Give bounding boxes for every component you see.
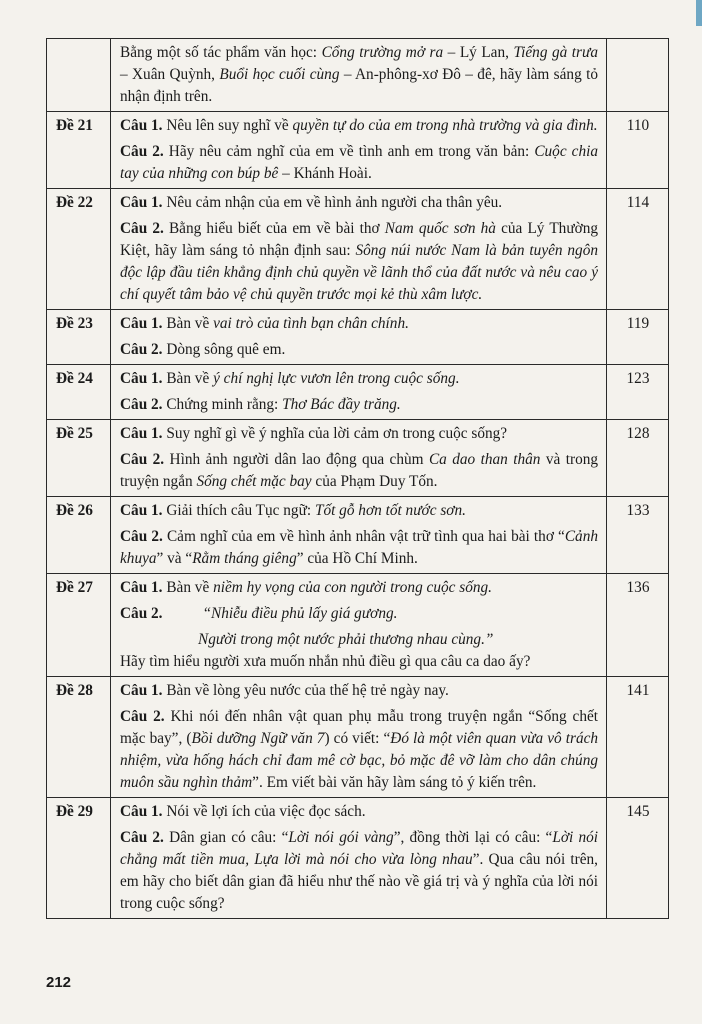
question-label: Câu 2. [120,143,164,160]
page-ref: 128 [607,420,669,497]
text-span: – An-phông-xơ Đô – đê, hãy làm sáng tỏ nhận định trên. [120,66,598,105]
question-text [120,339,598,361]
page-ref: 123 [607,365,669,420]
questions-cell [111,574,607,677]
question-text [120,313,598,335]
question-label: Câu 1. [120,579,163,596]
text-span: Hãy nêu cảm nghĩ của em về tình anh em trong văn bản: [163,143,535,160]
text-span: Hình ảnh người dân lao động qua chùm [164,451,429,468]
question-text [120,680,598,702]
question-text [120,218,598,306]
italic-phrase: Cổng trường mở ra [321,44,444,61]
de-number: Đề 26 [47,497,111,574]
de-number: Đề 23 [47,310,111,365]
question-text [120,500,598,522]
text-span: ) có viết: “ [324,730,391,747]
page-ref: 114 [607,189,669,310]
questions-cell [111,365,607,420]
italic-phrase: Đó là một viên quan vừa vô trách nhiệm, vừa hống hách chỉ đam mê cờ bạc, bỏ mặc đê vỡ làm cho dân chúng muôn sầu nghìn thảm [120,730,599,791]
page-ref [607,39,669,112]
italic-phrase: Ca dao than thân [428,451,541,468]
question-text [120,192,598,214]
contents-row [47,112,669,189]
contents-row [47,310,669,365]
italic-phrase: Buổi học cuối cùng [219,66,340,83]
question-label: Câu 1. [120,502,163,519]
italic-phrase: Tiếng gà trưa [513,44,599,61]
text-span: – Xuân Quỳnh, [120,66,220,83]
question-text [120,141,598,185]
poem-line: Người trong một nước phải thương nhau cùng.” [198,631,494,648]
questions-cell [111,420,607,497]
text-span: ” và “ [156,550,193,567]
text-span: Bàn về [162,370,214,387]
page-ref: 133 [607,497,669,574]
de-number: Đề 22 [47,189,111,310]
contents-row [47,420,669,497]
contents-row [47,39,669,112]
question-text [120,706,598,794]
contents-row [47,677,669,798]
text-span: Dân gian có câu: “ [163,829,289,846]
italic-phrase: Thơ Bác đầy trăng. [282,396,401,413]
italic-phrase: Rằm tháng giêng [192,550,297,567]
text-span: – Khánh Hoài. [278,165,372,182]
italic-phrase: quyền tự do của em trong nhà trường và gia đình. [292,117,598,134]
question-label: Câu 1. [120,117,163,134]
de-number: Đề 24 [47,365,111,420]
questions-cell [111,677,607,798]
question-label: Câu 2. [120,605,163,622]
italic-phrase: niềm hy vọng của con người trong cuộc sống. [213,579,492,596]
page-ref: 136 [607,574,669,677]
italic-phrase: Sống chết mặc bay [196,473,312,490]
text-span: Giải thích câu Tục ngữ: [162,502,315,519]
question-text [120,394,598,416]
question-text [120,577,598,599]
contents-row [47,497,669,574]
de-number: Đề 21 [47,112,111,189]
text-span: Nêu cảm nhận của em về hình ảnh người cha thân yêu. [162,194,503,211]
text-span: Suy nghĩ gì về ý nghĩa của lời cảm ơn trong cuộc sống? [162,425,508,442]
italic-phrase: Sông núi nước Nam là bản tuyên ngôn độc lập đầu tiên khẳng định chủ quyền về lãnh thổ của đất nước và nêu cao ý chí quyết tâm bảo vệ chủ quyền trước mọi kẻ thù xâm lược. [120,242,598,303]
text-span: Bàn về lòng yêu nước của thế hệ trẻ ngày nay. [162,682,449,699]
questions-cell [111,39,607,112]
question-label: Câu 2. [120,708,165,725]
poem-line: “Nhiễu điều phủ lấy giá gương. [202,605,398,622]
de-number: Đề 27 [47,574,111,677]
question-label: Câu 2. [120,341,163,358]
de-number: Đề 25 [47,420,111,497]
text-span: Nêu lên suy nghĩ về [162,117,293,134]
contents-row [47,189,669,310]
question-label: Câu 2. [120,396,163,413]
question-label: Câu 2. [120,528,163,545]
questions-cell [111,497,607,574]
question-text [120,368,598,390]
questions-cell [111,112,607,189]
question-label: Câu 1. [120,803,163,820]
page-ref: 110 [607,112,669,189]
text-span: ”, đồng thời lại có câu: “ [393,829,553,846]
text-span: Nói về lợi ích của việc đọc sách. [162,803,366,820]
question-continuation: Hãy tìm hiểu người xưa muốn nhắn nhủ điều gì qua câu ca dao ấy? [120,653,531,670]
contents-table-body [47,39,669,919]
contents-row [47,574,669,677]
text-span: Bàn về [162,579,214,596]
text-span: của Phạm Duy Tốn. [311,473,438,490]
question-label: Câu 1. [120,682,163,699]
italic-phrase: Cuộc chia tay của những con búp bê [120,143,599,182]
text-span: ”. Qua câu nói trên, em hãy cho biết dân gian đã hiểu như thế nào về giá trị và ý nghĩa của lời nói trong cuộc sống? [120,851,599,912]
text-span: Bằng hiểu biết của em về bài thơ [163,220,385,237]
text-span: Dòng sông quê em. [162,341,286,358]
question-text [120,449,598,493]
contents-row [47,798,669,919]
text-span: Chứng minh rằng: [162,396,283,413]
italic-phrase: ý chí nghị lực vươn lên trong cuộc sống. [213,370,460,387]
de-number [47,39,111,112]
question-text [120,42,598,108]
text-span: Bằng một số tác phẩm văn học: [120,44,322,61]
page-edge-tab [696,0,702,26]
italic-phrase: vai trò của tình bạn chân chính. [213,315,409,332]
question-text [120,827,598,915]
page-number: 212 [46,974,72,991]
question-text [120,801,598,823]
de-number: Đề 28 [47,677,111,798]
text-span: Cảm nghĩ của em về hình ảnh nhân vật trữ tình qua hai bài thơ “ [162,528,565,545]
contents-row [47,365,669,420]
question-text [120,526,598,570]
questions-cell [111,189,607,310]
page-ref: 141 [607,677,669,798]
de-number: Đề 29 [47,798,111,919]
question-label: Câu 2. [120,829,164,846]
questions-cell [111,798,607,919]
italic-phrase: Cảnh khuya [120,528,599,567]
italic-phrase: Bồi dưỡng Ngữ văn 7 [191,730,325,747]
text-span: ”. Em viết bài văn hãy làm sáng tỏ ý kiến trên. [252,774,537,791]
italic-phrase: Lời nói chẳng mất tiền mua, Lựa lời mà nói cho vừa lòng nhau [120,829,598,868]
question-label: Câu 2. [120,220,164,237]
questions-cell [111,310,607,365]
question-text [120,423,598,445]
text-span: của Lý Thường Kiệt, hãy làm sáng tỏ nhận định sau: [120,220,599,259]
italic-phrase: Tốt gỗ hơn tốt nước sơn. [314,502,466,519]
text-span: Khi nói đến nhân vật quan phụ mẫu trong truyện ngắn “Sống chết mặc bay”, ( [120,708,599,747]
question-label: Câu 2. [120,451,165,468]
contents-table [46,38,669,919]
page-ref: 145 [607,798,669,919]
question-text [120,603,598,625]
question-label: Câu 1. [120,425,163,442]
question-label: Câu 1. [120,370,163,387]
page-ref: 119 [607,310,669,365]
question-text [120,115,598,137]
italic-phrase: Lời nói gói vàng [288,829,394,846]
question-label: Câu 1. [120,194,163,211]
italic-phrase: Nam quốc sơn hà [384,220,496,237]
text-span: ” của Hồ Chí Minh. [296,550,418,567]
text-span: và trong truyện ngắn [120,451,599,490]
question-label: Câu 1. [120,315,163,332]
text-span: Bàn về [162,315,214,332]
text-span: – Lý Lan, [443,44,514,61]
